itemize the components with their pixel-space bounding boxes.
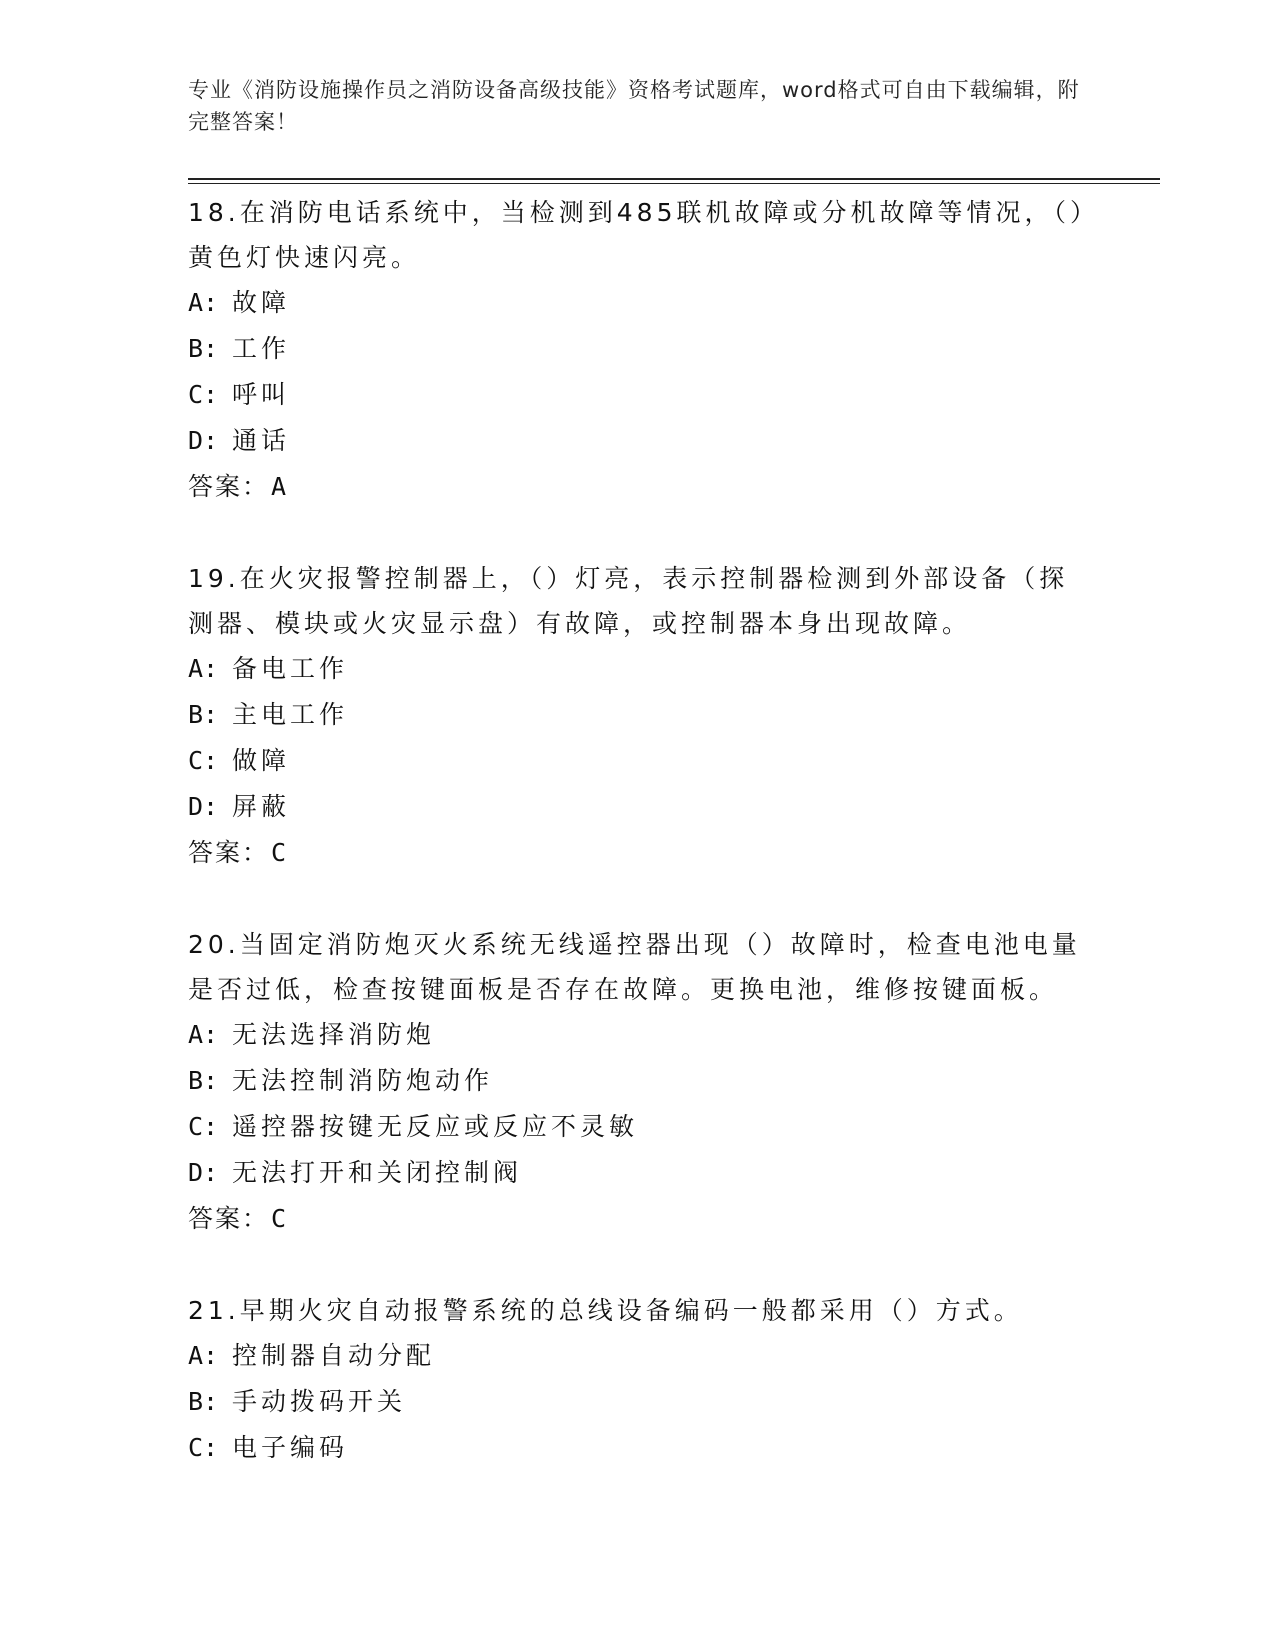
option-key: C: bbox=[188, 380, 219, 409]
option-c bbox=[188, 1425, 1088, 1471]
option-key: D: bbox=[188, 426, 219, 455]
option-text: 备电工作 bbox=[232, 654, 349, 683]
option-text: 呼叫 bbox=[232, 380, 291, 409]
option-b bbox=[188, 326, 1088, 372]
option-text: 通话 bbox=[232, 426, 291, 455]
option-a bbox=[188, 1333, 1088, 1379]
option-text: 无法打开和关闭控制阀 bbox=[232, 1158, 523, 1187]
question-text: 19.在火灾报警控制器上，（）灯亮，表示控制器检测到外部设备（探测器、模块或火灾显示盘）有故障，或控制器本身出现故障。 bbox=[188, 564, 1069, 638]
option-text: 工作 bbox=[232, 334, 291, 363]
answer-label: 答案： bbox=[188, 838, 270, 867]
option-a bbox=[188, 1012, 1088, 1058]
question-18 bbox=[188, 190, 1088, 510]
answer-line bbox=[188, 1196, 1088, 1242]
option-c bbox=[188, 372, 1088, 418]
option-b bbox=[188, 1379, 1088, 1425]
option-a bbox=[188, 646, 1088, 692]
option-c bbox=[188, 738, 1088, 784]
answer-label: 答案： bbox=[188, 1204, 270, 1233]
option-key: C: bbox=[188, 1433, 219, 1462]
option-b bbox=[188, 692, 1088, 738]
option-text: 手动拨码开关 bbox=[232, 1387, 407, 1416]
option-d bbox=[188, 784, 1088, 830]
option-key: B: bbox=[188, 700, 219, 729]
option-text: 故障 bbox=[232, 288, 291, 317]
option-text: 做障 bbox=[232, 746, 291, 775]
answer-line bbox=[188, 830, 1088, 876]
option-d bbox=[188, 1150, 1088, 1196]
option-text: 主电工作 bbox=[232, 700, 349, 729]
question-text: 18.在消防电话系统中，当检测到485联机故障或分机故障等情况，（）黄色灯快速闪亮。 bbox=[188, 198, 1087, 272]
question-list bbox=[188, 190, 1088, 1517]
answer-value: C bbox=[271, 1204, 289, 1233]
option-a bbox=[188, 280, 1088, 326]
option-text: 电子编码 bbox=[232, 1433, 349, 1462]
header-divider-thin bbox=[188, 183, 1160, 184]
option-key: C: bbox=[188, 1112, 219, 1141]
option-key: D: bbox=[188, 1158, 219, 1187]
option-key: A: bbox=[188, 1020, 219, 1049]
option-text: 屏蔽 bbox=[232, 792, 291, 821]
option-key: B: bbox=[188, 1387, 219, 1416]
option-key: A: bbox=[188, 1341, 219, 1370]
option-text: 控制器自动分配 bbox=[232, 1341, 436, 1370]
answer-value: C bbox=[271, 838, 289, 867]
option-key: A: bbox=[188, 288, 219, 317]
question-text: 20.当固定消防炮灭火系统无线遥控器出现（）故障时，检查电池电量是否过低，检查按键面板是否存在故障。更换电池，维修按键面板。 bbox=[188, 930, 1081, 1004]
answer-value: A bbox=[271, 472, 289, 501]
question-21 bbox=[188, 1288, 1088, 1471]
question-20 bbox=[188, 922, 1088, 1242]
document-header: 专业《消防设施操作员之消防设备高级技能》资格考试题库，word格式可自由下载编辑，附完整答案！ bbox=[188, 78, 1080, 134]
option-key: D: bbox=[188, 792, 219, 821]
question-19 bbox=[188, 556, 1088, 876]
header-divider-thick bbox=[188, 178, 1160, 180]
option-text: 遥控器按键无反应或反应不灵敏 bbox=[232, 1112, 639, 1141]
answer-label: 答案： bbox=[188, 472, 270, 501]
option-key: A: bbox=[188, 654, 219, 683]
option-text: 无法控制消防炮动作 bbox=[232, 1066, 494, 1095]
option-key: C: bbox=[188, 746, 219, 775]
option-text: 无法选择消防炮 bbox=[232, 1020, 436, 1049]
option-c bbox=[188, 1104, 1088, 1150]
option-key: B: bbox=[188, 334, 219, 363]
option-d bbox=[188, 418, 1088, 464]
option-key: B: bbox=[188, 1066, 219, 1095]
option-b bbox=[188, 1058, 1088, 1104]
question-text: 21.早期火灾自动报警系统的总线设备编码一般都采用（）方式。 bbox=[188, 1296, 1023, 1325]
answer-line bbox=[188, 464, 1088, 510]
